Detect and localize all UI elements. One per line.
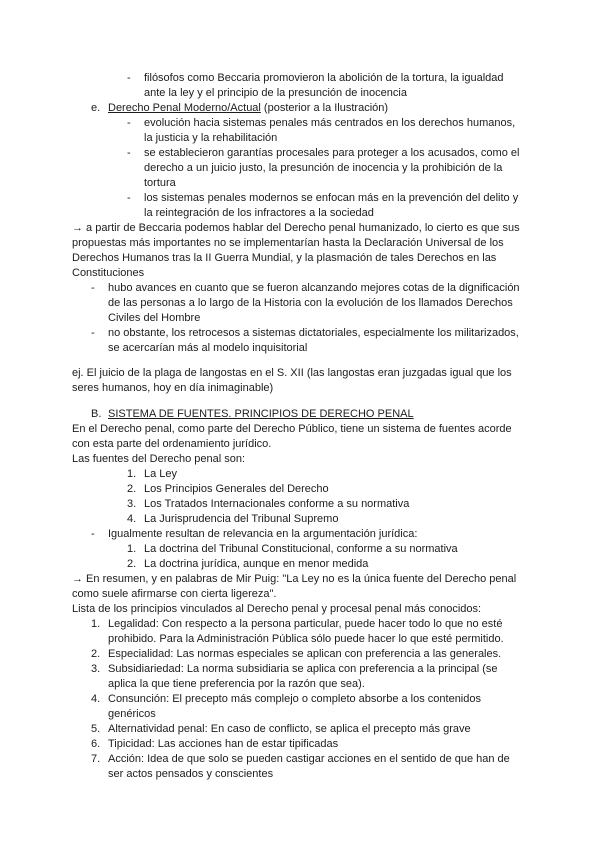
principle-line: Subsidiariedad: La norma subsidiaria se aplica con preferencia a la principal (se [108,663,498,675]
paragraph-line: En el Derecho penal, como parte del Derecho Público, tiene un sistema de fuentes acorde [72,423,512,435]
principle-line: Alternatividad penal: En caso de conflicto, se aplica el precepto más grave [108,723,471,735]
bullet-dash: - [91,282,95,294]
list-item-line: hubo avances en cuanto que se fueron alcanzando mejores cotas de la dignificación [108,282,520,294]
list-item-line: se establecieron garantías procesales para proteger a los acusados, como el [144,147,520,159]
list-item-line: la justicia y la rehabilitación [144,132,278,144]
principle-line: Tipicidad: Las acciones han de estar tipificadas [108,738,339,750]
bullet-dash: - [91,528,95,540]
example-line: seres humanos, hoy en día inimaginable) [72,382,274,394]
list-item-line: tortura [144,177,176,189]
list-item-line: derecho a un juicio justo, la presunción de inocencia y la prohibición de la [144,162,503,174]
list-number: 2. [127,483,137,495]
bullet-dash: - [91,327,95,339]
section-e-marker: e. [91,102,101,114]
bullet-dash: - [127,117,131,129]
list-item-line: se acercarían más al modelo inquisitorial [108,342,308,354]
list-number: 1. [91,618,101,630]
paragraph-line: → a partir de Beccaria podemos hablar del Derecho penal humanizado, lo cierto es que sus [72,222,520,234]
example-line: ej. El juicio de la plaga de langostas en el S. XII (las langostas eran juzgadas igual que los [72,367,512,379]
list-item-line: ante la ley y el principio de la presunción de inocencia [144,87,407,99]
list-number: 2. [91,648,101,660]
list-item-line: Civiles del Hombre [108,312,201,324]
bullet-dash: - [127,72,131,84]
bullet-dash: - [127,147,131,159]
summary-line: como suele afirmarse con cierta ligereza". [72,588,277,600]
bullet-dash: - [127,192,131,204]
list-number: 5. [91,723,101,735]
principle-line: Especialidad: Las normas especiales se aplican con preferencia a las generales. [108,648,502,660]
principles-heading: Lista de los principios vinculados al Derecho penal y procesal penal más conocidos: [72,603,482,615]
list-number: 4. [127,513,137,525]
list-number: 3. [127,498,137,510]
relevance-bullet: Igualmente resultan de relevancia en la argumentación jurídica: [108,528,418,540]
list-number: 3. [91,663,101,675]
list-item-line: evolución hacia sistemas penales más centrados en los derechos humanos, [144,117,516,129]
section-e-title: Derecho Penal Moderno/Actual [108,102,261,114]
sources-heading: Las fuentes del Derecho penal son: [72,453,246,465]
source-item: La Ley [144,468,178,480]
paragraph-line: Constituciones [72,267,145,279]
source-item: La Jurisprudencia del Tribunal Supremo [144,513,339,525]
principle-line: genéricos [108,708,156,720]
list-number: 1. [127,468,137,480]
source-item: Los Tratados Internacionales conforme a su normativa [144,498,410,510]
paragraph-line: Derechos Humanos tras la II Guerra Mundial, y la plasmación de tales Derechos en las [72,252,497,264]
section-e-heading [108,101,388,116]
paragraph-line: propuestas más importantes no se implementarían hasta la Declaración Universal de los [72,237,504,249]
section-b-marker: B. [91,408,102,420]
principle-line: ser actos pensados y conscientes [108,768,274,780]
principle-line: aplica la que tiene preferencia por la razón que sea). [108,678,365,690]
paragraph-line: con esta parte del ordenamiento jurídico. [72,438,272,450]
principle-line: Legalidad: Con respecto a la persona particular, puede hacer todo lo que no esté [108,618,503,630]
source-item: Los Principios Generales del Derecho [144,483,329,495]
section-e-subtitle: (posterior a la Ilustración) [260,102,389,114]
relevance-item: La doctrina del Tribunal Constitucional, conforme a su normativa [144,543,458,555]
section-b-title: SISTEMA DE FUENTES. PRINCIPIOS DE DERECHO PENAL [108,408,414,420]
principle-line: prohibido. Para la Administración Pública sólo puede hacer lo que esté permitido. [108,633,504,645]
list-item-line: la reintegración de los infractores a la sociedad [144,207,374,219]
list-number: 7. [91,753,101,765]
list-number: 1. [127,543,137,555]
list-number: 2. [127,558,137,570]
relevance-item: La doctrina jurídica, aunque en menor medida [144,558,369,570]
summary-line: → En resumen, y en palabras de Mir Puig: "La Ley no es la única fuente del Derecho penal [72,573,517,585]
list-number: 4. [91,693,101,705]
list-number: 6. [91,738,101,750]
list-item-line: de las personas a lo largo de la Historia con la evolución de los llamados Derechos [108,297,513,309]
list-item-line: los sistemas penales modernos se enfocan más en la prevención del delito y [144,192,519,204]
principle-line: Acción: Idea de que solo se pueden castigar acciones en el sentido de que han de [108,753,510,765]
list-item-line: filósofos como Beccaria promovieron la abolición de la tortura, la igualdad [144,72,504,84]
principle-line: Consunción: El precepto más complejo o completo absorbe a los contenidos [108,693,481,705]
list-item-line: no obstante, los retrocesos a sistemas dictatoriales, especialmente los militarizados, [108,327,519,339]
